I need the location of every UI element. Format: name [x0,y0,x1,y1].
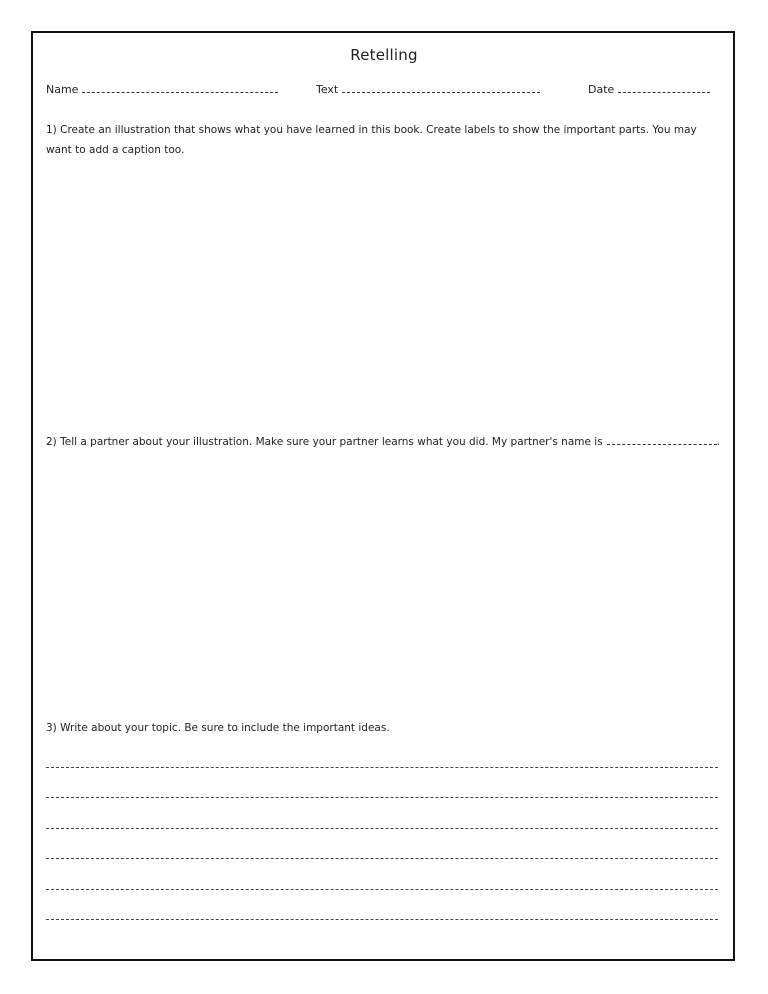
name-label: Name [46,83,79,96]
prompt-partner-text: 2) Tell a partner about your illustration. Make sure your partner learns what you did. My partner's name is [46,436,603,448]
writing-lines[interactable] [46,766,718,948]
worksheet-title: Retelling [350,46,418,64]
text-label: Text [316,83,339,96]
writing-line[interactable] [46,888,718,890]
writing-line[interactable] [46,918,718,920]
writing-line[interactable] [46,827,718,829]
text-blank[interactable] [342,82,540,93]
writing-line[interactable] [46,857,718,859]
date-label: Date [588,83,615,96]
date-field[interactable] [588,82,710,96]
partner-notes-area[interactable] [46,460,722,705]
writing-line[interactable] [46,766,718,768]
text-field[interactable] [316,82,540,96]
partner-name-blank[interactable] [607,435,717,445]
illustration-drawing-area[interactable] [46,165,722,420]
name-blank[interactable] [82,82,278,93]
writing-line[interactable] [46,796,718,798]
prompt-write-topic: 3) Write about your topic. Be sure to include the important ideas. [46,722,390,734]
prompt-partner: 2) Tell a partner about your illustration. Make sure your partner learns what you did. My partner's name is . [46,436,721,448]
date-blank[interactable] [618,82,710,93]
name-field[interactable] [46,82,278,96]
prompt-illustration: 1) Create an illustration that shows what you have learned in this book. Create labels to show the important parts. You may want to add a caption too. [46,124,697,156]
